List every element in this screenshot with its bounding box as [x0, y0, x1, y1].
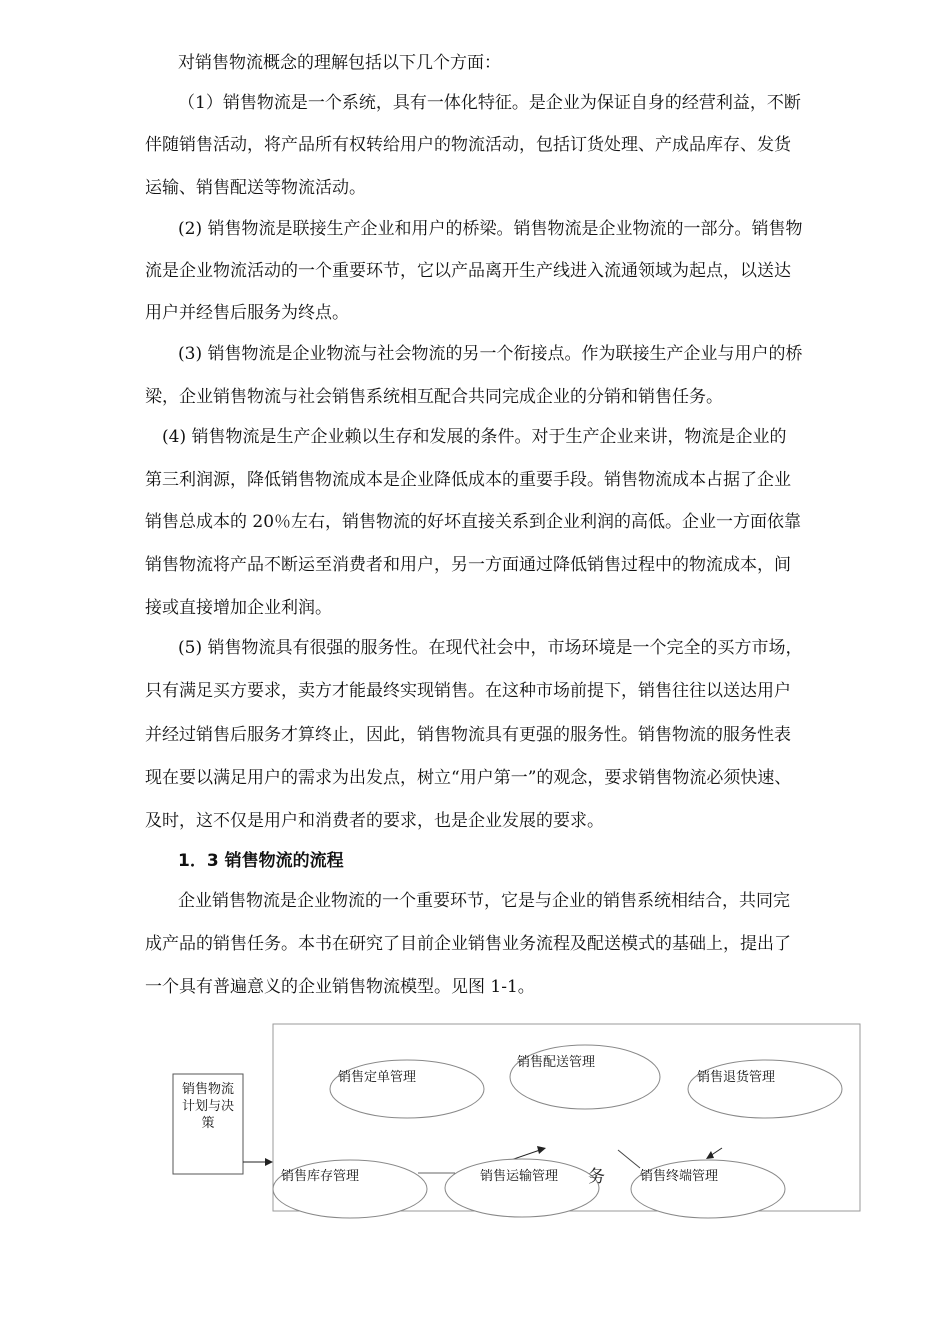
- paragraph-5-line-2: 只有满足买方要求，卖方才能最终实现销售。在这种市场前提下，销售往往以送达用户: [145, 681, 791, 701]
- paragraph-5-line-4: 现在要以满足用户的需求为出发点，树立“用户第一”的观念，要求销售物流必须快速、: [145, 768, 792, 788]
- plan-arrow-head: [265, 1158, 273, 1166]
- arrow-terminal-diag: [618, 1150, 640, 1168]
- paragraph-2-line-2: 流是企业物流活动的一个重要环节，它以产品离开生产线进入流通领域为起点，以送达: [145, 261, 791, 281]
- paragraph-6-line-1: 企业销售物流是企业物流的一个重要环节，它是与企业的销售系统相结合，共同完: [178, 891, 790, 911]
- paragraph-6-line-3: 一个具有普遍意义的企业销售物流模型。见图 1-1。: [145, 977, 535, 997]
- terminal-management-label: 销售终端管理: [640, 1169, 719, 1184]
- paragraph-4-line-1: (4) 销售物流是生产企业赖以生存和发展的条件。对于生产企业来讲，物流是企业的: [162, 427, 787, 447]
- paragraph-5-line-3: 并经过销售后服务才算终止，因此，销售物流具有更强的服务性。销售物流的服务性表: [145, 725, 791, 745]
- paragraph-4-line-2: 第三利润源，降低销售物流成本是企业降低成本的重要手段。销售物流成本占据了企业: [145, 470, 791, 490]
- paragraph-3-line-1: (3) 销售物流是企业物流与社会物流的另一个衔接点。作为联接生产企业与用户的桥: [178, 344, 803, 364]
- paragraph-1-line-1: （1）销售物流是一个系统，具有一体化特征。是企业为保证自身的经营利益，不断: [178, 93, 801, 113]
- paragraph-4-line-3: 销售总成本的 20％左右，销售物流的好坏直接关系到企业利润的高低。企业一方面依靠: [145, 512, 802, 532]
- paragraph-2-line-1: (2) 销售物流是联接生产企业和用户的桥梁。销售物流是企业物流的一部分。销售物: [178, 219, 803, 239]
- paragraph-1-line-2: 伴随销售活动，将产品所有权转给用户的物流活动，包括订货处理、产成品库存、发货: [145, 135, 791, 155]
- paragraph-1-line-3: 运输、销售配送等物流活动。: [145, 178, 366, 198]
- paragraph-3-line-2: 梁，企业销售物流与社会销售系统相互配合共同完成企业的分销和销售任务。: [145, 387, 723, 407]
- paragraph-2-line-3: 用户并经售后服务为终点。: [145, 303, 349, 323]
- return-management-label: 销售退货管理: [697, 1070, 776, 1085]
- order-management-label: 销售定单管理: [338, 1070, 417, 1085]
- arrow-return-down-head: [706, 1151, 714, 1159]
- paragraph-5-line-1: (5) 销售物流具有很强的服务性。在现代社会中，市场环境是一个完全的买方市场，: [178, 638, 803, 658]
- arrow-transport-up-head: [537, 1146, 546, 1154]
- paragraph-6-line-2: 成产品的销售任务。本书在研究了目前企业销售业务流程及配送模式的基础上，提出了: [145, 934, 791, 954]
- inventory-management-label: 销售库存管理: [281, 1169, 360, 1184]
- paragraph-intro: 对销售物流概念的理解包括以下几个方面：: [178, 53, 501, 73]
- transport-management-label: 销售运输管理: [480, 1169, 559, 1184]
- paragraph-4-line-4: 销售物流将产品不断运至消费者和用户，另一方面通过降低销售过程中的物流成本，间: [145, 555, 791, 575]
- section-heading: 1．3 销售物流的流程: [178, 851, 344, 871]
- paragraph-5-line-5: 及时，这不仅是用户和消费者的要求，也是企业发展的要求。: [145, 811, 604, 831]
- partial-overlay-text: 务: [588, 1167, 605, 1187]
- delivery-management-label: 销售配送管理: [517, 1055, 596, 1070]
- paragraph-4-line-5: 接或直接增加企业利润。: [145, 598, 332, 618]
- plan-box-label: 销售物流计划与决策: [181, 1082, 234, 1131]
